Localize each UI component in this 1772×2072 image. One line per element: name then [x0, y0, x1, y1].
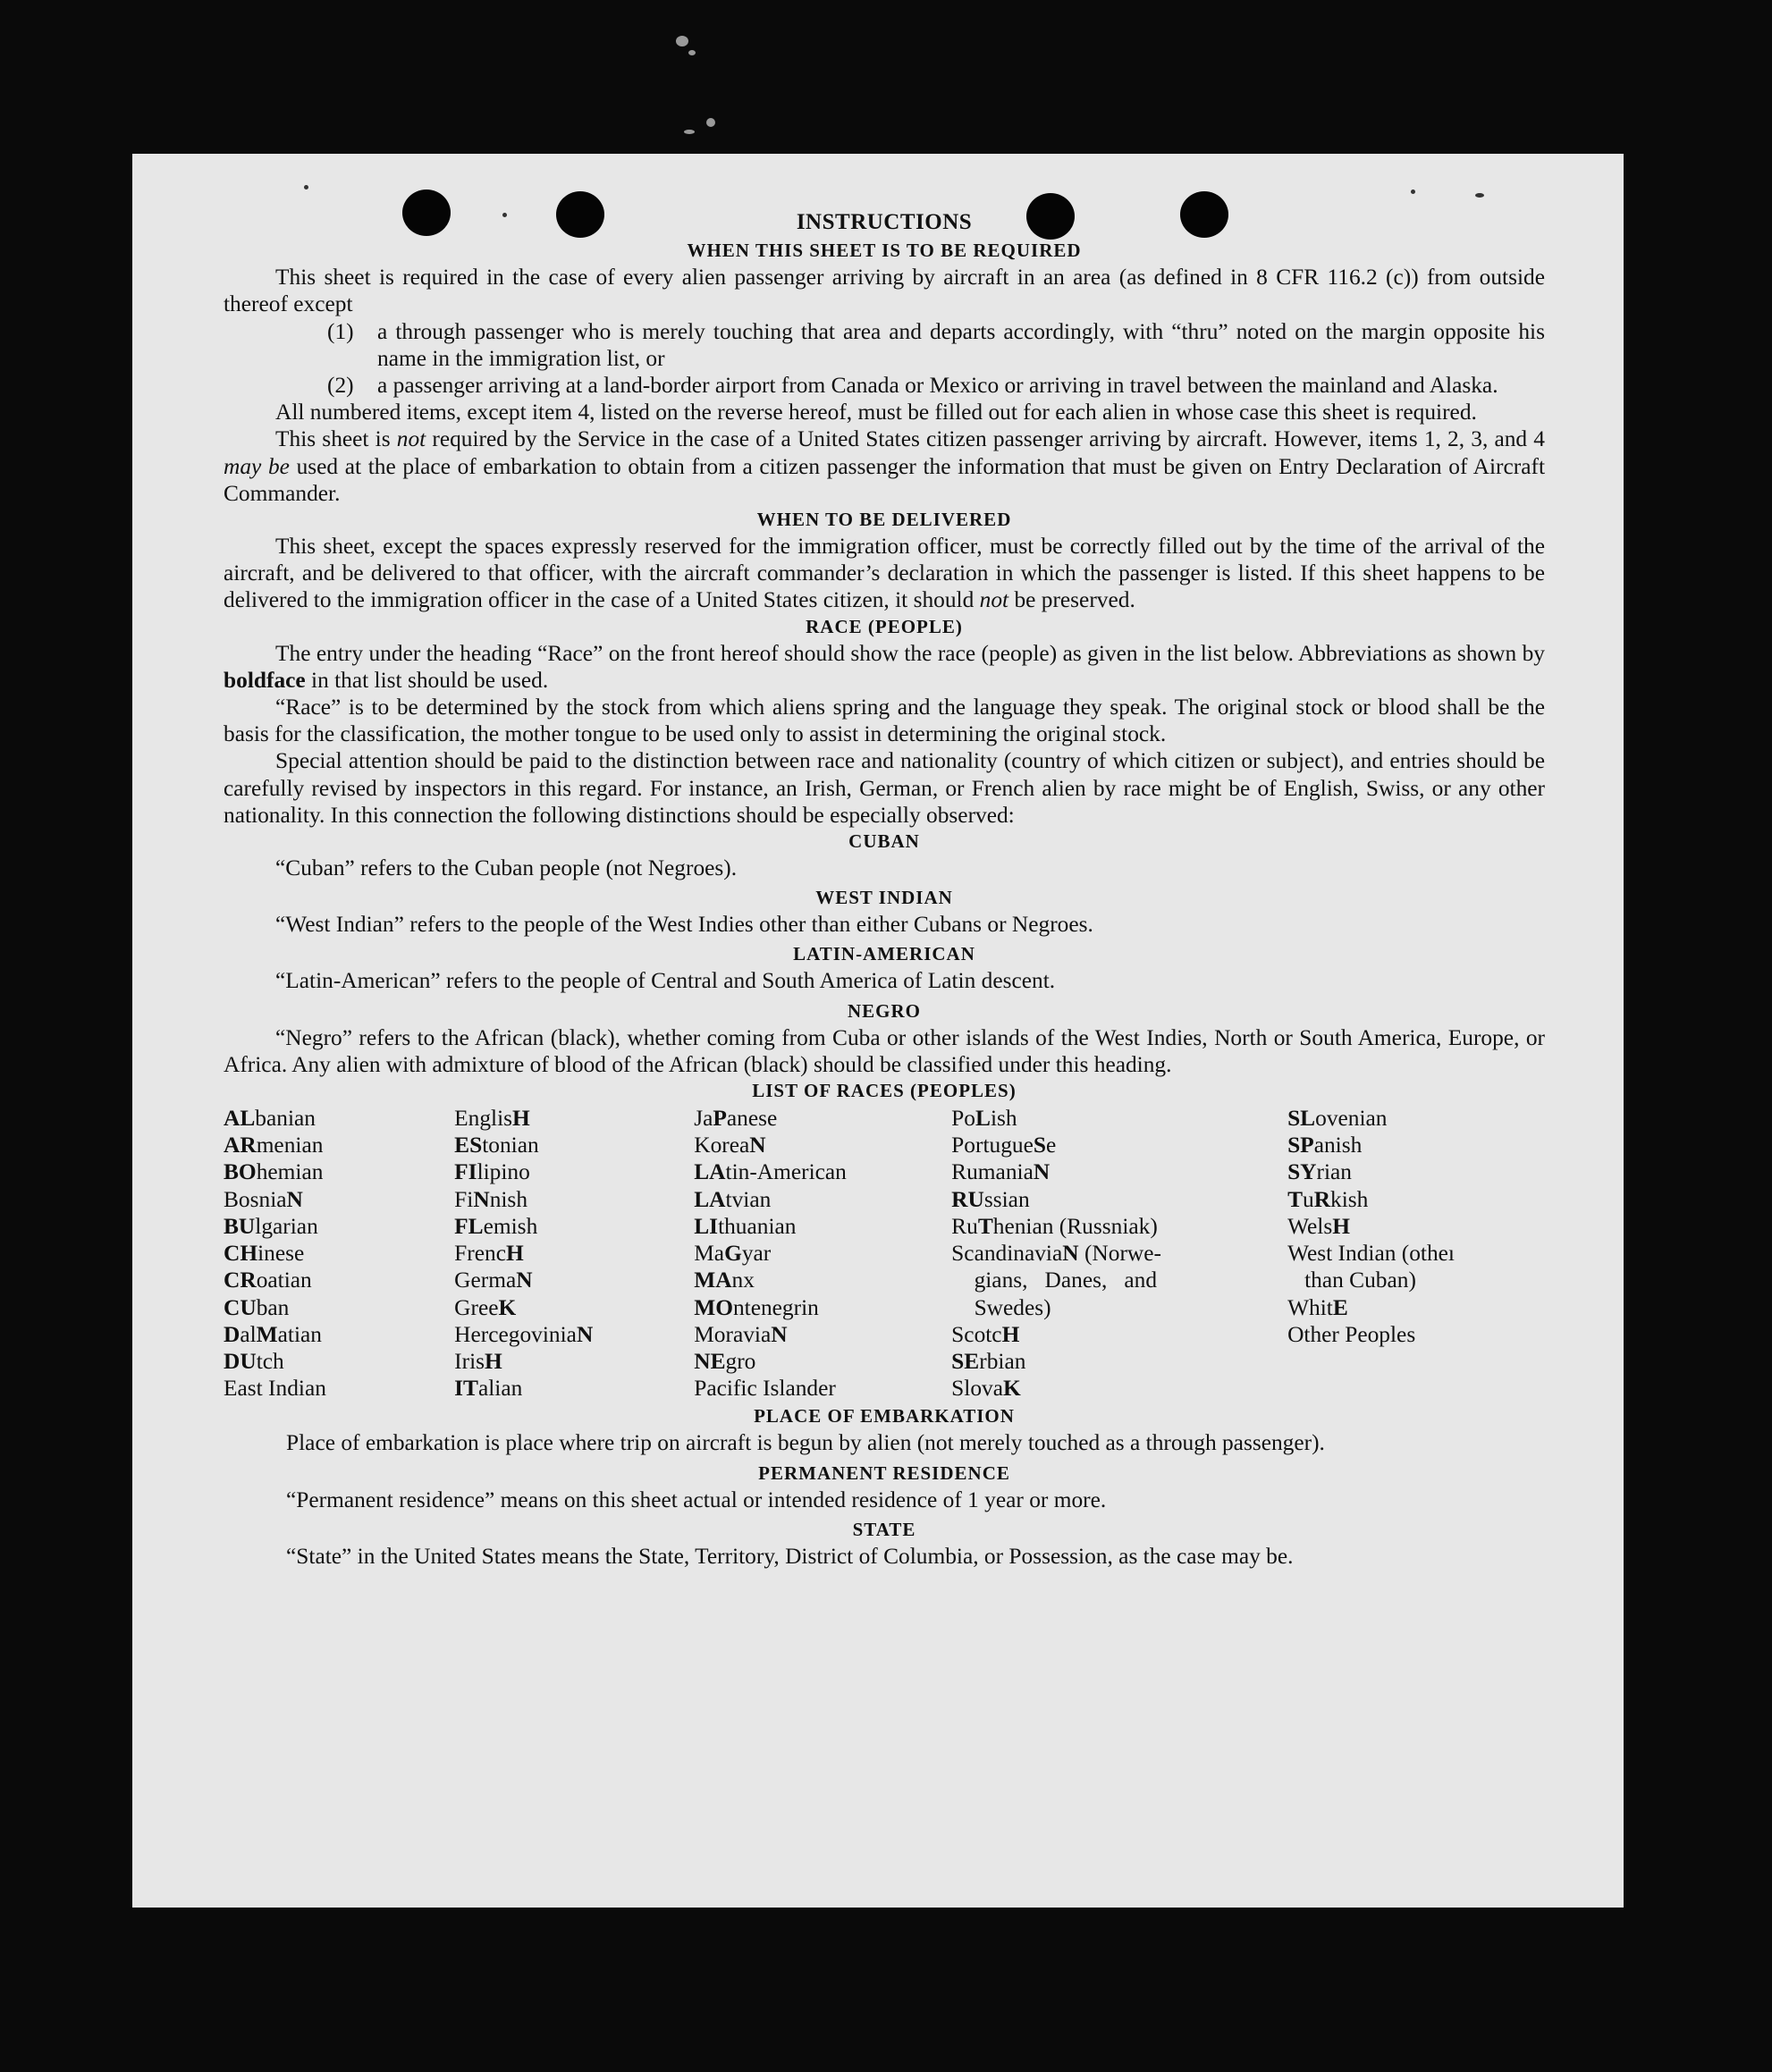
paragraph-residence: “Permanent residence” means on this sheet actual or intended residence of 1 year or more.	[286, 1487, 1107, 1512]
race-text: Slova	[951, 1376, 1004, 1402]
film-speck	[688, 50, 696, 55]
race-entry	[224, 1240, 454, 1267]
race-text: gro	[725, 1348, 756, 1374]
race-entry	[694, 1240, 951, 1267]
paragraph-race-entry	[224, 640, 1545, 694]
race-abbrev: SL	[1287, 1106, 1316, 1132]
race-abbrev: BO	[224, 1159, 257, 1185]
punch-hole	[402, 190, 451, 236]
race-abbrev: LI	[694, 1213, 719, 1239]
race-entry	[694, 1267, 951, 1293]
text-run: be preserved.	[1008, 587, 1135, 613]
race-entry	[1287, 1186, 1545, 1213]
race-entry	[1287, 1132, 1545, 1158]
paragraph-state: “State” in the United States means the State, Territory, District of Columbia, or Possession, as the case may be.	[286, 1543, 1294, 1569]
race-text: rian	[1316, 1159, 1353, 1185]
race-entry	[694, 1375, 951, 1402]
race-entry	[454, 1132, 694, 1158]
paragraph-required: This sheet is required in the case of every alien passenger arriving by aircraft in an area (as defined in 8 CFR 116.2 (c)) from outside thereof except	[224, 265, 1545, 317]
heading-place-of-embarkation: PLACE OF EMBARKATION	[754, 1405, 1015, 1428]
race-abbrev: N	[576, 1321, 594, 1347]
paragraph-cuban: “Cuban” refers to the Cuban people (not Negroes).	[275, 855, 738, 881]
race-entry	[694, 1158, 951, 1185]
exception-item-1	[224, 318, 1545, 372]
paragraph-race-nationality: Special attention should be paid to the distinction between race and nationality (country of which citizen or subject), and entries should be carefully revised by inspectors in this regard. For instance, an Irish, German, or French alien by race might be of English, Swiss, or any other nationality. In this connection the following distinctions should be especially observed:	[224, 748, 1545, 828]
race-text: tonian	[482, 1133, 539, 1158]
paragraph-latin-american: “Latin-American” refers to the people of Central and South America of Latin descent.	[275, 968, 1056, 994]
races-column-2	[454, 1105, 694, 1402]
race-entry	[454, 1213, 694, 1240]
race-text: Portugue	[951, 1133, 1034, 1158]
race-abbrev: AL	[224, 1106, 256, 1132]
race-text: anese	[726, 1106, 778, 1132]
heading-list-of-races: LIST OF RACES (PEOPLES)	[752, 1080, 1017, 1102]
race-text: Wels	[1287, 1213, 1333, 1239]
race-text: Fi	[454, 1186, 474, 1212]
heading-race: RACE (PEOPLE)	[806, 615, 963, 637]
race-abbrev: N	[749, 1133, 766, 1158]
race-abbrev: RU	[951, 1186, 984, 1212]
race-text: nish	[489, 1186, 528, 1212]
race-entry	[224, 1294, 454, 1321]
text-run: used at the place of embarkation to obtain from a citizen passenger the information that must be given on Entry Declaration of Aircraft Commander.	[224, 453, 1545, 506]
race-abbrev: N	[473, 1186, 490, 1212]
race-entry	[454, 1294, 694, 1321]
punch-hole	[556, 191, 604, 238]
race-abbrev: NE	[694, 1348, 726, 1374]
race-entry	[951, 1321, 1216, 1348]
race-abbrev: K	[498, 1294, 517, 1320]
race-entry	[694, 1321, 951, 1348]
race-text: inese	[257, 1241, 305, 1267]
race-text: Moravia	[694, 1321, 772, 1347]
race-entry	[224, 1105, 454, 1132]
race-text: tvian	[725, 1186, 772, 1212]
race-text: Ja	[694, 1106, 713, 1132]
film-speck	[684, 130, 695, 134]
race-text: henian (Russniak)	[992, 1213, 1158, 1239]
heading-negro: NEGRO	[847, 999, 921, 1022]
race-text: East Indian	[224, 1376, 326, 1402]
race-text: Iris	[454, 1348, 485, 1374]
paragraph-delivered	[224, 533, 1545, 614]
punch-hole	[1026, 193, 1075, 240]
race-abbrev: G	[724, 1241, 742, 1267]
race-abbrev: SE	[951, 1348, 980, 1374]
bold-word: boldface	[224, 667, 306, 693]
emphasis: not	[396, 426, 426, 452]
race-text: than Cuban)	[1287, 1268, 1416, 1293]
paragraph-numbered-items: All numbered items, except item 4, listed on the reverse hereof, must be filled out for each alien in whose case this sheet is required.	[275, 400, 1477, 425]
emphasis: not	[979, 587, 1009, 613]
race-text: egovinia	[498, 1321, 577, 1347]
race-text: Germa	[454, 1268, 517, 1293]
race-abbrev: D	[224, 1321, 240, 1347]
race-text: alian	[477, 1376, 523, 1402]
race-abbrev: N	[1062, 1241, 1079, 1267]
race-abbrev: IT	[454, 1376, 478, 1402]
race-text: ban	[256, 1294, 290, 1320]
race-abbrev: N	[771, 1321, 788, 1347]
race-text: lipino	[477, 1159, 530, 1185]
race-abbrev: SY	[1287, 1159, 1317, 1185]
race-text: tin-American	[725, 1159, 847, 1185]
race-entry	[224, 1186, 454, 1213]
race-abbrev: S	[1033, 1133, 1046, 1158]
race-entry	[454, 1321, 694, 1348]
paragraph-embarkation: Place of embarkation is place where trip on aircraft is begun by alien (not merely touched as a through passenger).	[286, 1430, 1325, 1456]
race-text: atian	[277, 1321, 322, 1347]
item-number: (2)	[327, 373, 354, 399]
race-entry	[951, 1105, 1216, 1132]
paragraph-citizen	[224, 425, 1545, 507]
race-abbrev: ES	[454, 1133, 483, 1158]
heading-latin-american: LATIN-AMERICAN	[793, 943, 975, 965]
heading-when-required: WHEN THIS SHEET IS TO BE REQUIRED	[687, 240, 1082, 262]
race-entry	[454, 1186, 694, 1213]
punch-hole	[1180, 191, 1228, 238]
race-entry	[694, 1294, 951, 1321]
races-column-3	[694, 1105, 951, 1402]
race-text: Scotc	[951, 1321, 1002, 1347]
race-abbrev: FI	[454, 1159, 477, 1185]
race-abbrev: LA	[694, 1186, 726, 1212]
race-entry	[454, 1348, 694, 1375]
race-abbrev: H	[485, 1348, 502, 1374]
race-text: kish	[1330, 1186, 1369, 1212]
exception-item-2	[224, 372, 1545, 399]
race-abbrev: H	[1332, 1213, 1350, 1239]
race-text: Whit	[1287, 1294, 1333, 1320]
race-abbrev: N	[516, 1268, 533, 1293]
race-entry	[454, 1158, 694, 1185]
item-text: a through passenger who is merely touching that area and departs accordingly, with “thru” noted on the margin opposite his name in the immigration list, or	[377, 318, 1545, 371]
race-text: Englis	[454, 1106, 513, 1132]
race-text: yar	[741, 1241, 772, 1267]
race-text: Gree	[454, 1294, 499, 1320]
race-entry	[1287, 1240, 1545, 1267]
race-entry	[454, 1375, 694, 1402]
race-text: ish	[990, 1106, 1017, 1132]
race-text: Rumania	[951, 1159, 1034, 1185]
race-entry	[224, 1132, 454, 1158]
paragraph-negro: “Negro” refers to the African (black), whether coming from Cuba or other islands of the West Indies, North or South America, Europe, or Africa. Any alien with admixture of blood of the African (black) should be classified under this heading.	[224, 1024, 1545, 1077]
race-entry	[951, 1186, 1216, 1213]
heading-cuban: CUBAN	[848, 830, 920, 853]
race-entry	[951, 1240, 1216, 1267]
heading-permanent-residence: PERMANENT RESIDENCE	[758, 1461, 1010, 1484]
race-entry	[224, 1158, 454, 1185]
race-text: Scandinavia	[951, 1241, 1063, 1267]
race-entry	[1287, 1213, 1545, 1240]
text-run: The entry under the heading “Race” on the front hereof should show the race (people) as given in the list below. Abbreviations as shown by	[275, 640, 1545, 666]
race-abbrev: LA	[694, 1159, 726, 1185]
text-run: This sheet is	[275, 426, 397, 452]
race-entry	[951, 1267, 1216, 1293]
page-title: INSTRUCTIONS	[796, 210, 973, 234]
race-text: Swedes)	[951, 1294, 1051, 1320]
race-text: gians, Danes, and	[951, 1268, 1158, 1293]
paper-mark	[502, 213, 507, 217]
race-text: tch	[256, 1348, 284, 1374]
race-text: nx	[731, 1268, 755, 1293]
text-run: This sheet, except the spaces expressly reserved for the immigration officer, must be correctly filled out by the time of the arrival of the aircraft, and be delivered to that officer, with the aircraft commander’s declaration in which the passenger is listed. If this sheet happens to be delivered to the immigration officer in the case of a United States citizen, it should	[224, 534, 1545, 613]
race-entry	[694, 1105, 951, 1132]
race-abbrev: M	[256, 1321, 278, 1347]
race-entry	[1287, 1294, 1545, 1321]
race-entry	[1287, 1267, 1545, 1293]
race-entry	[224, 1267, 454, 1293]
race-text: ovenian	[1315, 1106, 1388, 1132]
race-entry	[694, 1348, 951, 1375]
race-abbrev: T	[977, 1213, 993, 1239]
race-abbrev: SP	[1287, 1133, 1314, 1158]
race-entry	[454, 1105, 694, 1132]
race-entry	[694, 1186, 951, 1213]
race-entry	[1287, 1105, 1545, 1132]
race-entry	[951, 1158, 1216, 1185]
race-text: Herc	[454, 1321, 499, 1347]
paragraph-race-stock: “Race” is to be determined by the stock from which aliens spring and the language they speak. The original stock or blood shall be the basis for the classification, the mother tongue to be used only to assist in determining the original stock.	[224, 695, 1545, 747]
race-abbrev: H	[512, 1106, 530, 1132]
race-text: thuanian	[718, 1213, 797, 1239]
paragraph-west-indian: “West Indian” refers to the people of the West Indies other than either Cubans or Negroes.	[275, 912, 1093, 938]
race-entry	[694, 1132, 951, 1158]
race-text: Korea	[694, 1133, 750, 1158]
paper-mark	[304, 185, 308, 190]
race-entry	[224, 1348, 454, 1375]
film-speck	[706, 118, 715, 127]
race-entry	[694, 1213, 951, 1240]
race-text: Bosnia	[224, 1186, 287, 1212]
race-abbrev: CU	[224, 1294, 257, 1320]
race-abbrev: FL	[454, 1213, 484, 1239]
race-abbrev: DU	[224, 1348, 257, 1374]
race-abbrev: CH	[224, 1241, 258, 1267]
race-abbrev: L	[975, 1106, 991, 1132]
race-entry	[454, 1240, 694, 1267]
race-entry	[224, 1321, 454, 1348]
item-number: (1)	[327, 318, 354, 344]
race-text: Ma	[694, 1241, 725, 1267]
race-text: Frenc	[454, 1241, 506, 1267]
race-abbrev: K	[1003, 1376, 1021, 1402]
race-text: u	[1303, 1186, 1314, 1212]
race-entry	[951, 1294, 1216, 1321]
race-abbrev: CR	[224, 1268, 257, 1293]
race-text: banian	[255, 1106, 316, 1132]
race-text: emish	[483, 1213, 538, 1239]
race-abbrev: N	[286, 1186, 303, 1212]
race-text: al	[240, 1321, 257, 1347]
instruction-sheet	[132, 154, 1624, 1908]
race-abbrev: AR	[224, 1133, 257, 1158]
race-text: Pacific Islander	[694, 1376, 836, 1402]
text-run: required by the Service in the case of a United States citizen passenger arriving by aircraft. However, items 1, 2, 3, and 4	[426, 426, 1545, 452]
race-abbrev: P	[713, 1106, 727, 1132]
race-text: ssian	[983, 1186, 1030, 1212]
heading-when-delivered: WHEN TO BE DELIVERED	[756, 509, 1012, 531]
paper-mark	[1475, 193, 1484, 198]
races-list	[224, 1105, 1545, 1402]
paper-mark	[1411, 190, 1415, 194]
race-entry	[951, 1348, 1216, 1375]
race-abbrev: R	[1313, 1186, 1331, 1212]
race-abbrev: MO	[694, 1294, 733, 1320]
race-text: menian	[256, 1133, 324, 1158]
race-abbrev: MA	[694, 1268, 732, 1293]
races-column-4	[951, 1105, 1216, 1402]
race-text: (Norwe-	[1078, 1241, 1161, 1267]
race-text: ntenegrin	[732, 1294, 819, 1320]
race-entry	[224, 1375, 454, 1402]
race-text: oatian	[256, 1268, 312, 1293]
text-run: in that list should be used.	[305, 667, 549, 693]
race-abbrev: BU	[224, 1213, 256, 1239]
race-text: e	[1045, 1133, 1057, 1158]
heading-west-indian: WEST INDIAN	[815, 887, 953, 909]
race-text: lgarian	[255, 1213, 318, 1239]
races-column-1	[224, 1105, 454, 1402]
race-entry	[951, 1375, 1216, 1402]
race-text: anish	[1313, 1133, 1363, 1158]
race-text: Po	[951, 1106, 975, 1132]
race-entry	[224, 1213, 454, 1240]
emphasis: may be	[224, 453, 290, 479]
race-abbrev: T	[1287, 1186, 1303, 1212]
race-abbrev: H	[1001, 1321, 1020, 1347]
race-entry	[1287, 1321, 1545, 1348]
race-entry	[454, 1267, 694, 1293]
film-speck	[676, 36, 688, 46]
race-text: rbian	[979, 1348, 1026, 1374]
item-text: a passenger arriving at a land-border airport from Canada or Mexico or arriving in travel between the mainland and Alaska.	[377, 373, 1498, 399]
race-abbrev: N	[1033, 1159, 1051, 1185]
race-entry	[951, 1213, 1216, 1240]
race-abbrev: E	[1332, 1294, 1348, 1320]
race-text: West Indian (otheı	[1287, 1241, 1455, 1267]
heading-state: STATE	[852, 1518, 916, 1540]
race-text: hemian	[256, 1159, 324, 1185]
race-text: Ru	[951, 1213, 978, 1239]
race-entry	[951, 1132, 1216, 1158]
race-text: Other Peoples	[1287, 1321, 1416, 1347]
race-entry	[1287, 1158, 1545, 1185]
race-abbrev: H	[505, 1241, 524, 1267]
races-column-5	[1216, 1105, 1545, 1402]
